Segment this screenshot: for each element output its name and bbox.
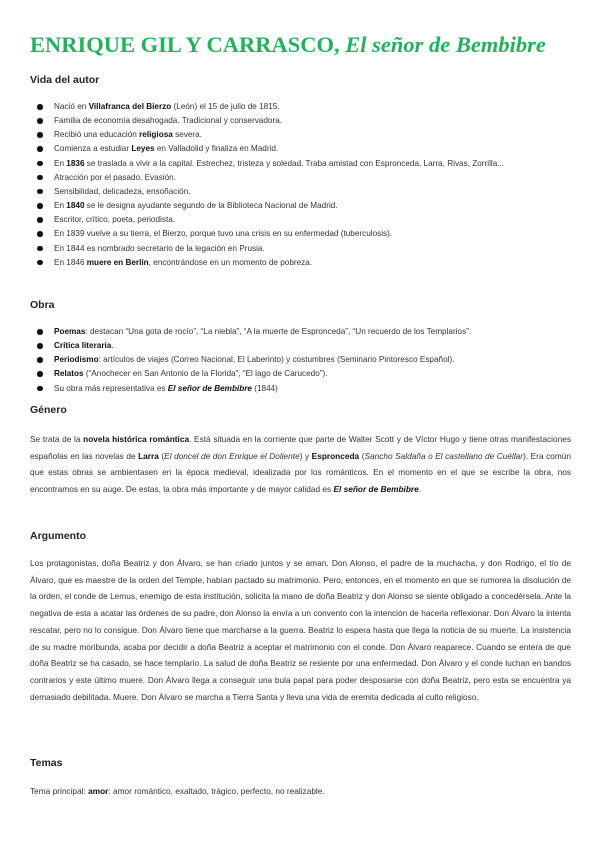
document-title <box>30 30 590 60</box>
doncel-title: El doncel de don Enrique el Doliente <box>164 450 300 461</box>
section-heading-temas: Temas <box>30 757 63 769</box>
title-work: El señor de Bembibre <box>345 32 546 57</box>
list-item: En 1836 se traslada a vivir a la capital. Estrechez, tristeza y soledad. Traba amistad con Espronceda, Larra, Rivas, Zorrilla... <box>30 157 575 171</box>
list-item: Nació en Villafranca del Bierzo (León) el 15 de julio de 1815. <box>30 100 575 114</box>
list-item: Escritor, crítico, poeta, periodista. <box>30 213 575 227</box>
obra-list <box>30 325 575 396</box>
list-item: Recibió una educación religiosa severa. <box>30 128 575 142</box>
tema-amor: amor <box>88 786 109 796</box>
title-separator: , <box>334 32 340 57</box>
list-item: Atracción por el pasado. Evasión. <box>30 171 575 185</box>
list-item: En 1846 muere en Berlín, encontrándose en un momento de pobreza. <box>30 256 575 270</box>
title-author: ENRIQUE GIL Y CARRASCO <box>30 32 335 57</box>
list-item: En 1844 es nombrado secretario de la legación en Prusia. <box>30 242 575 256</box>
section-heading-genero: Género <box>30 404 67 416</box>
larra: Larra <box>138 450 159 461</box>
section-heading-argumento: Argumento <box>30 530 86 542</box>
list-item: Comienza a estudiar Leyes en Valladolid y finaliza en Madrid. <box>30 142 575 156</box>
list-item: Familia de economía desahogada. Tradicional y conservadora. <box>30 114 575 128</box>
bembibre-title: El señor de Bembibre <box>333 484 419 495</box>
list-item: Sensibilidad, delicadeza, ensoñación. <box>30 185 575 199</box>
temas-paragraph: Tema principal: amor: amor romántico, exaltado, trágico, perfecto, no realizable. <box>30 786 325 796</box>
section-heading-obra: Obra <box>30 299 55 311</box>
genero-paragraph: Se trata de la novela histórica romántica. Está situada en la corriente que parte de Walter Scott y de Víctor Hugo y tiene otras manifestaciones españolas en las novelas de Larra (El doncel de don Enrique el Doliente) y Espronceda (Sancho Saldaña o El castellano de Cuéllar). Era común que estas obras se ambientasen en la época medieval, idealizada por los románticos. En el momento en el que se escribe la obra, nos encontramos en su auge. De estas, la obra más importante y de mayor calidad es El señor de Bembibre. <box>30 434 571 495</box>
list-item: Poemas: destacan “Una gota de rocío”, “La niebla”, “A la muerte de Espronceda”, “Un recuerdo de los Templarios”. <box>30 325 575 339</box>
espronceda: Espronceda <box>311 450 360 461</box>
novela-historica: novela histórica romántica <box>83 434 190 444</box>
argumento-paragraph: Los protagonistas, doña Beatriz y don Álvaro, se han criado juntos y se aman. Don Alonso, el padre de la muchacha, y don Rodrigo, el tío de Álvaro, que es maestre de la orden del Temple, habían pactado su matrimonio. Pero, entonces, en el momento en que se rumorea la disolución de la orden, el conde de Lemus, enemigo de esta institución, solicita la mano de doña Beatriz y don Alonso se siente obligado a concedérsela. Ante la negativa de esta a acatar las órdenes de su padre, don Alonso la envía a un convento con la intención de hacerla reflexionar. Don Álvaro la intenta rescatar, pero no lo consigue. Don Álvaro tiene que marcharse a la guerra. Beatriz lo espera hasta que llega la noticia de su muerte. La insistencia de su madre moribunda, acaba por decidir a doña Beatriz a aceptar el matrimonio con el conde. Don Álvaro reaparece. Cuando se entera de que doña Beatriz se ha casado, se hace templario. La salud de doña Beatriz se resiente por una enfermedad. Don Álvaro y el conde luchan en bandos contrarios y este último muere. Don Álvaro llega a conseguir una bula papal para poder desposarse con doña Beatriz, pero esta se encuentra ya demasiado debilitada. Muere. Don Álvaro se marcha a Tierra Santa y lleva una vida de eremita dedicada al culto religioso. <box>30 558 571 702</box>
list-item: En 1839 vuelve a su tierra, el Bierzo, porque tuvo una crisis en su enfermedad (tuberculosis). <box>30 227 575 241</box>
sancho-saldana-title: Sancho Saldaña o El castellano de Cuéllar <box>364 450 524 461</box>
list-item: Crítica literaria. <box>30 339 575 353</box>
list-item: En 1840 se le designa ayudante segundo de la Biblioteca Nacional de Madrid. <box>30 199 575 213</box>
list-item: Relatos (“Anochecer en San Antonio de la Florida”, “El lago de Carucedo”). <box>30 367 575 381</box>
list-item: Su obra más representativa es El señor de Bembibre (1844) <box>30 382 575 396</box>
vida-list <box>30 100 575 270</box>
list-item: Periodismo: artículos de viajes (Correo Nacional; El Laberinto) y costumbres (Seminario Pintoresco Español). <box>30 353 575 367</box>
section-heading-vida: Vida del autor <box>30 74 100 86</box>
